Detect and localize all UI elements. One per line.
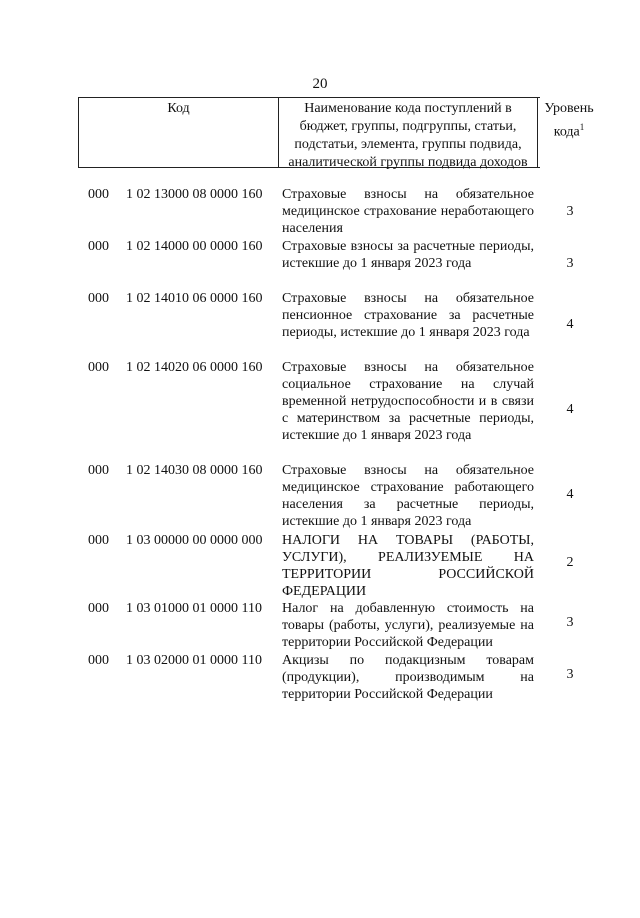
revenue-name: Страховые взносы за расчетные периоды, истекшие до 1 января 2023 года [282, 239, 534, 271]
revenue-name: НАЛОГИ НА ТОВАРЫ (РАБОТЫ, УСЛУГИ), РЕАЛИЗУЕМЫЕ НА ТЕРРИТОРИИ РОССИЙСКОЙ ФЕДЕРАЦИИ [282, 533, 534, 599]
header-level-footnote: 1 [579, 122, 585, 132]
revenue-code: 1 02 14010 06 0000 160 [126, 291, 263, 306]
revenue-code: 1 03 02000 01 0000 110 [126, 653, 262, 668]
table-header [78, 97, 594, 170]
code-level: 3 [566, 667, 574, 682]
code-level: 3 [566, 615, 574, 630]
code-level: 3 [566, 256, 574, 271]
code-level: 4 [566, 317, 574, 332]
page-number: 20 [312, 76, 328, 92]
header-name: Наименование кода поступлений в бюджет, группы, подгруппы, статьи, подстатьи, элемента, группы подвида, аналитической группы подвида доходов [278, 98, 538, 167]
revenue-code: 1 03 01000 01 0000 110 [126, 601, 262, 616]
admin-code: 000 [88, 187, 109, 202]
revenue-code: 1 02 13000 08 0000 160 [126, 187, 263, 202]
revenue-name: Страховые взносы на обязательное пенсионное страхование за расчетные периоды, истекшие до 1 января 2023 года [282, 291, 534, 340]
code-level: 4 [566, 487, 574, 502]
admin-code: 000 [88, 291, 109, 306]
revenue-code: 1 02 14030 08 0000 160 [126, 463, 263, 478]
header-level-label: Уровень кода [544, 101, 594, 140]
revenue-name: Страховые взносы на обязательное медицинское страхование работающего населения за расчетные периоды, истекшие до 1 января 2023 года [282, 463, 534, 529]
admin-code: 000 [88, 533, 109, 548]
admin-code: 000 [88, 653, 109, 668]
revenue-name: Налог на добавленную стоимость на товары (работы, услуги), реализуемые на территории Российской Федерации [282, 601, 534, 650]
revenue-name: Страховые взносы на обязательное социальное страхование на случай временной нетрудоспособности и в связи с материнством за расчетные периоды, истекшие до 1 января 2023 года [282, 360, 534, 443]
revenue-name: Акцизы по подакцизным товарам (продукции), производимым на территории Российской Федерации [282, 653, 534, 702]
admin-code: 000 [88, 239, 109, 254]
revenue-code: 1 02 14000 00 0000 160 [126, 239, 263, 254]
revenue-code: 1 02 14020 06 0000 160 [126, 360, 263, 375]
code-level: 3 [566, 204, 574, 219]
code-level: 4 [566, 402, 574, 417]
header-level [538, 98, 600, 167]
revenue-name: Страховые взносы на обязательное медицинское страхование неработающего населения [282, 187, 534, 236]
code-level: 2 [566, 555, 574, 570]
revenue-code: 1 03 00000 00 0000 000 [126, 533, 263, 548]
admin-code: 000 [88, 601, 109, 616]
admin-code: 000 [88, 463, 109, 478]
admin-code: 000 [88, 360, 109, 375]
header-code: Код [78, 98, 278, 167]
